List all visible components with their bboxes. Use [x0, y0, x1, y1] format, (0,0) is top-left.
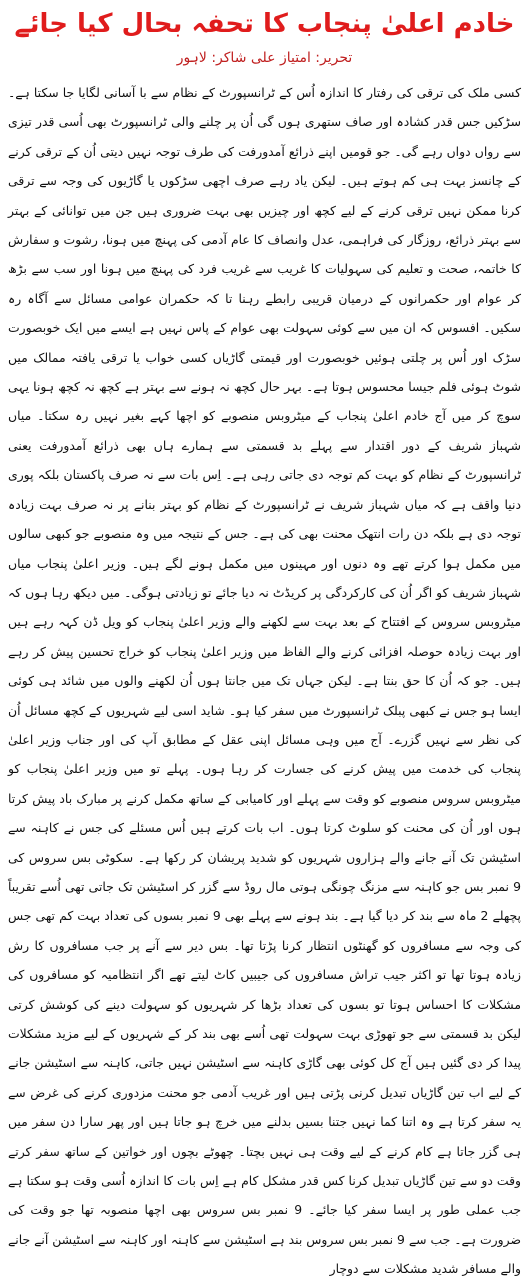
article-byline: تحریر: امتیاز علی شاکر: لاہور	[176, 50, 353, 66]
article-title: خادم اعلیٰ پنجاب کا تحفہ بحال کیا جائے	[14, 9, 515, 39]
article-body: کسی ملک کی ترقی کی رفتار کا اندازہ اُس کے ٹرانسپورٹ کے نظام سے با آسانی لگایا جا سکتا ہے۔ سڑکیں جس قدر کشادہ اور صاف ستھری ہوں گی اُن پر چلنے والی ٹرانسپورٹ بھی اُسی قدر تیزی سے رواں دواں رہے گی۔ جو قومیں اپنے ذرائع آمدورفت کی طرف توجہ نہیں دیتی اُن کے ترقی کرنے کے چانسز بہت ہی کم ہوتے ہیں۔ لیکن یاد رہے صرف اچھی سڑکوں یا گاڑیوں کی وجہ سے ترقی کرنا ممکن نہیں ترقی کرنے کے لیے کچھ اور چیزیں بھی بہت ضروری ہیں جن میں توانائی کے بہتر سے بہتر ذرائع، روزگار کی فراہمی، عدل وانصاف کا عام آدمی کی پہنچ میں ہونا، رشوت و سفارش کا خاتمہ، صحت و تعلیم کی سہولیات کا غریب سے غریب فرد کی پہنچ میں ہونا اور سب سے بڑھ کر عوام اور حکمرانوں کے درمیان قریبی رابطے رہنا تا کہ حکمران عوامی مسائل سے آگاہ رہ سکیں۔ افسوس کہ ان میں سے کوئی سہولت بھی عوام کے پاس نہیں ہے ایسے میں ایک خوبصورت سڑک اور اُس پر چلتی ہوئیں خوبصورت اور قیمتی گاڑیاں کسی خواب یا ترقی یافتہ ممالک میں شوٹ ہوئی فلم جیسا محسوس ہوتا ہے۔ بہر حال کچھ نہ ہونے سے بہتر ہے کچھ نہ کچھ ہونا یہی سوچ کر میں آج خادم اعلیٰ پنجاب کے میٹروبس منصوبے کو اچھا کہے بغیر نہیں رہ سکتا۔ میاں شہباز شریف کے دور اقتدار سے پہلے بد قسمتی سے ہمارے ہاں بھی ذرائع آمدورفت یعنی ٹرانسپورٹ کے نظام کو بہت کم توجہ دی جاتی رہی ہے۔ اِس بات سے نہ صرف پاکستان بلکہ پوری دنیا واقف ہے کہ میاں شہباز شریف نے ٹرانسپورٹ کے نظام کو بہتر بنانے پر نہ صرف بہت زیادہ توجہ دی ہے بلکہ دن رات انتھک محنت بھی کی ہے۔ جس کے نتیجہ میں وہ منصوبے جو کبھی سالوں میں مکمل ہوا کرتے تھے وہ دنوں اور مہینوں میں مکمل ہونے لگے ہیں۔ وزیر اعلیٰ پنجاب میاں شہباز شریف کو اگر اُن کی کارکردگی پر کریڈٹ نہ دیا جائے تو زیادتی ہوگی۔ میں دیکھ رہا ہوں کہ میٹروبس سروس کے افتتاح کے بعد بہت سے لکھنے والے وزیر اعلیٰ پنجاب کو ویل ڈن کہہ رہے ہیں اور بہت زیادہ حوصلہ افزائی کرنے والے الفاظ میں وزیر اعلیٰ پنجاب کو خراج تحسین پیش کر رہے ہیں۔ جو کہ اُن کا حق بنتا ہے۔ لیکن جہاں تک میں جانتا ہوں اُن لکھنے والوں میں شائد ہی کوئی ایسا ہو جس نے کبھی پبلک ٹرانسپورٹ میں سفر کیا ہو۔ شاید اسی لیے شہریوں کے کچھ مسائل اُن کی نظر سے نہیں گزرے۔ آج میں وہی مسائل اپنی عقل کے مطابق آپ کی اور جناب وزیر اعلیٰ پنجاب کی خدمت میں پیش کرنے کی جسارت کر رہا ہوں۔ پہلے تو میں وزیر اعلیٰ پنجاب کو میٹروبس سروس منصوبے کو وقت سے پہلے اور کامیابی کے ساتھ مکمل کرنے پر مبارک باد پیش کرتا ہوں اور اُن کی محنت کو سلوٹ کرتا ہوں۔ اب بات کرتے ہیں اُس مسئلے کی جس نے کاہنہ سے اسٹیشن تک آنے جانے والے ہزاروں شہریوں کو شدید پریشان کر رکھا ہے۔ سکوٹی بس سروس کی 9 نمبر بس جو کاہنہ سے مزنگ چونگی ہوتی مال روڈ سے گزر کر اسٹیشن تک جاتی تھی اُسے تقریباً پچھلے 2 ماہ سے بند کر دیا گیا ہے۔ بند ہونے سے پہلے بھی 9 نمبر بسوں کی تعداد بہت کم تھی جس کی وجہ سے مسافروں کو گھنٹوں انتظار کرنا پڑتا تھا۔ بس دیر سے آنے پر جب مسافروں کا رش زیادہ ہوتا تھا تو اکثر جیب تراش مسافروں کی جیبیں کاٹ لیتے تھے اگر انتظامیہ کو مسافروں کی مشکلات کا احساس ہوتا تو بسوں کی تعداد بڑھا کر شہریوں کو سہولت دینے کی کوشش کرتی لیکن بد قسمتی سے جو تھوڑی بہت سہولت تھی اُسے بھی بند کر کے شہریوں کے لیے مزید مشکلات پیدا کر دی گئیں ہیں آج کل کوئی بھی گاڑی کاہنہ سے اسٹیشن نہیں جاتی، کاہنہ سے اسٹیشن جانے کے لیے اب تین گاڑیاں تبدیل کرنی پڑتی ہیں اور غریب آدمی جو محنت مزدوری کرنے کی غرض سے یہ سفر کرتا ہے وہ اتنا کما نہیں جتنا بسیں بدلنے میں خرچ ہو جاتا ہیں اور پھر سارا دن سفر میں ہی گزر جاتا ہے کام کرنے کے لیے وقت ہی نہیں بچتا۔ چھوٹے بچوں اور خواتین کے ساتھ سفر کرتے وقت دو سے تین گاڑیاں تبدیل کرنا کس قدر مشکل کام ہے اِس بات کا اندازہ اُسی وقت ہو سکتا ہے جب عملی طور پر ایسا سفر کیا جائے۔ 9 نمبر بس سروس بھی اچھا منصوبہ تھا جو وقت کی ضرورت ہے۔ جب سے 9 نمبر بس سروس بند ہے اسٹیشن سے کاہنہ اور کاہنہ سے اسٹیشن آنے جانے والے مسافر شدید مشکلات سے دوچار	[8, 85, 521, 1277]
